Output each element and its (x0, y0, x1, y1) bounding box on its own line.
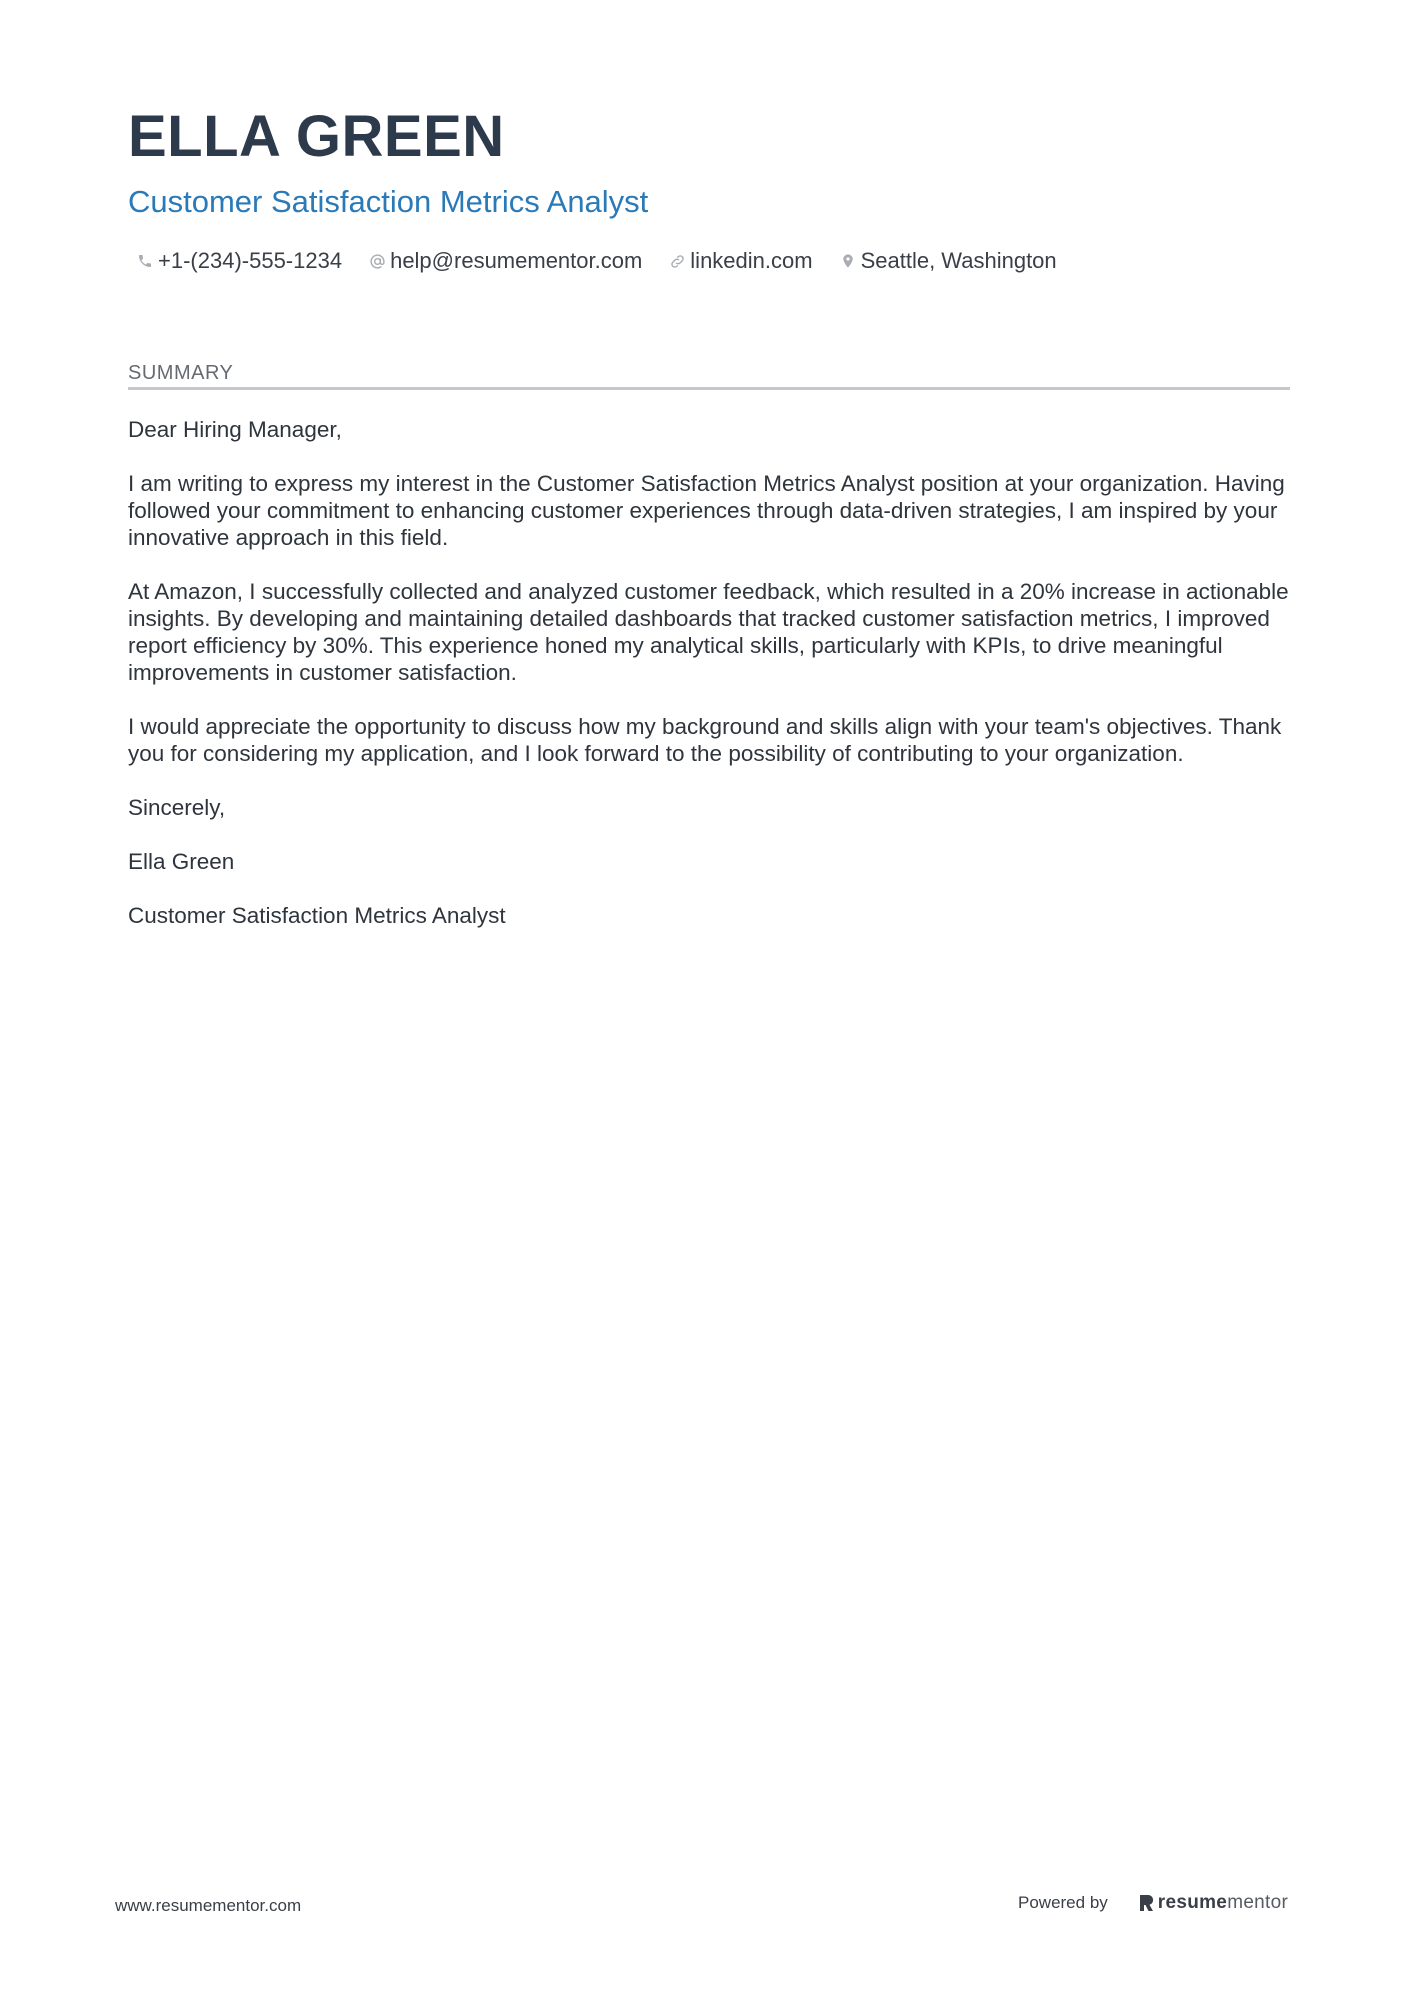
brand-name-light: mentor (1227, 1892, 1289, 1913)
footer-powered-by (1018, 1892, 1288, 1914)
contact-location (839, 248, 1057, 274)
location-text: Seattle, Washington (860, 248, 1057, 273)
letter-body (128, 416, 1290, 956)
footer-website-link[interactable]: www.resumementor.com (115, 1896, 302, 1915)
at-icon (368, 252, 386, 270)
candidate-role: Customer Satisfaction Metrics Analyst (128, 184, 649, 219)
phone-icon (136, 252, 154, 270)
letter-paragraph: I am writing to express my interest in the Customer Satisfaction Metrics Analyst position at your organization. Having followed your commitment to enhancing customer experiences through data-driven strategies, I am inspired by your innovative approach in this field. (128, 471, 1285, 550)
linkedin-text: linkedin.com (690, 248, 813, 273)
contact-linkedin[interactable] (668, 248, 812, 274)
link-icon (668, 252, 686, 270)
resumementor-logo-icon (1138, 1893, 1156, 1913)
signature-title: Customer Satisfaction Metrics Analyst (128, 903, 506, 928)
brand-name-bold: resume (1157, 1892, 1228, 1913)
signature-name: Ella Green (128, 849, 235, 874)
brand-logo[interactable] (1138, 1892, 1288, 1914)
letter-greeting: Dear Hiring Manager, (128, 417, 342, 442)
letter-paragraph: At Amazon, I successfully collected and analyzed customer feedback, which resulted in a 20% increase in actionable insights. By developing and maintaining detailed dashboards that tracked customer satisfaction metrics, I improved report efficiency by 30%. This experience honed my analytical skills, particularly with KPIs, to drive meaningful improvements in customer satisfaction. (128, 579, 1289, 685)
letter-paragraph: I would appreciate the opportunity to discuss how my background and skills align with your team's objectives. Thank you for considering my application, and I look forward to the possibility of contributing to your organization. (128, 714, 1282, 766)
contact-email[interactable] (368, 248, 642, 274)
candidate-name: ELLA GREEN (128, 104, 505, 169)
contact-phone[interactable] (136, 248, 342, 274)
section-divider (128, 387, 1290, 390)
map-pin-icon (839, 252, 857, 270)
contact-bar (136, 248, 1083, 274)
powered-by-label: Powered by (1018, 1893, 1108, 1912)
phone-text: +1-(234)-555-1234 (158, 248, 343, 273)
section-title-summary: SUMMARY (128, 362, 234, 384)
email-text: help@resumementor.com (390, 248, 643, 273)
letter-closing: Sincerely, (128, 795, 226, 820)
